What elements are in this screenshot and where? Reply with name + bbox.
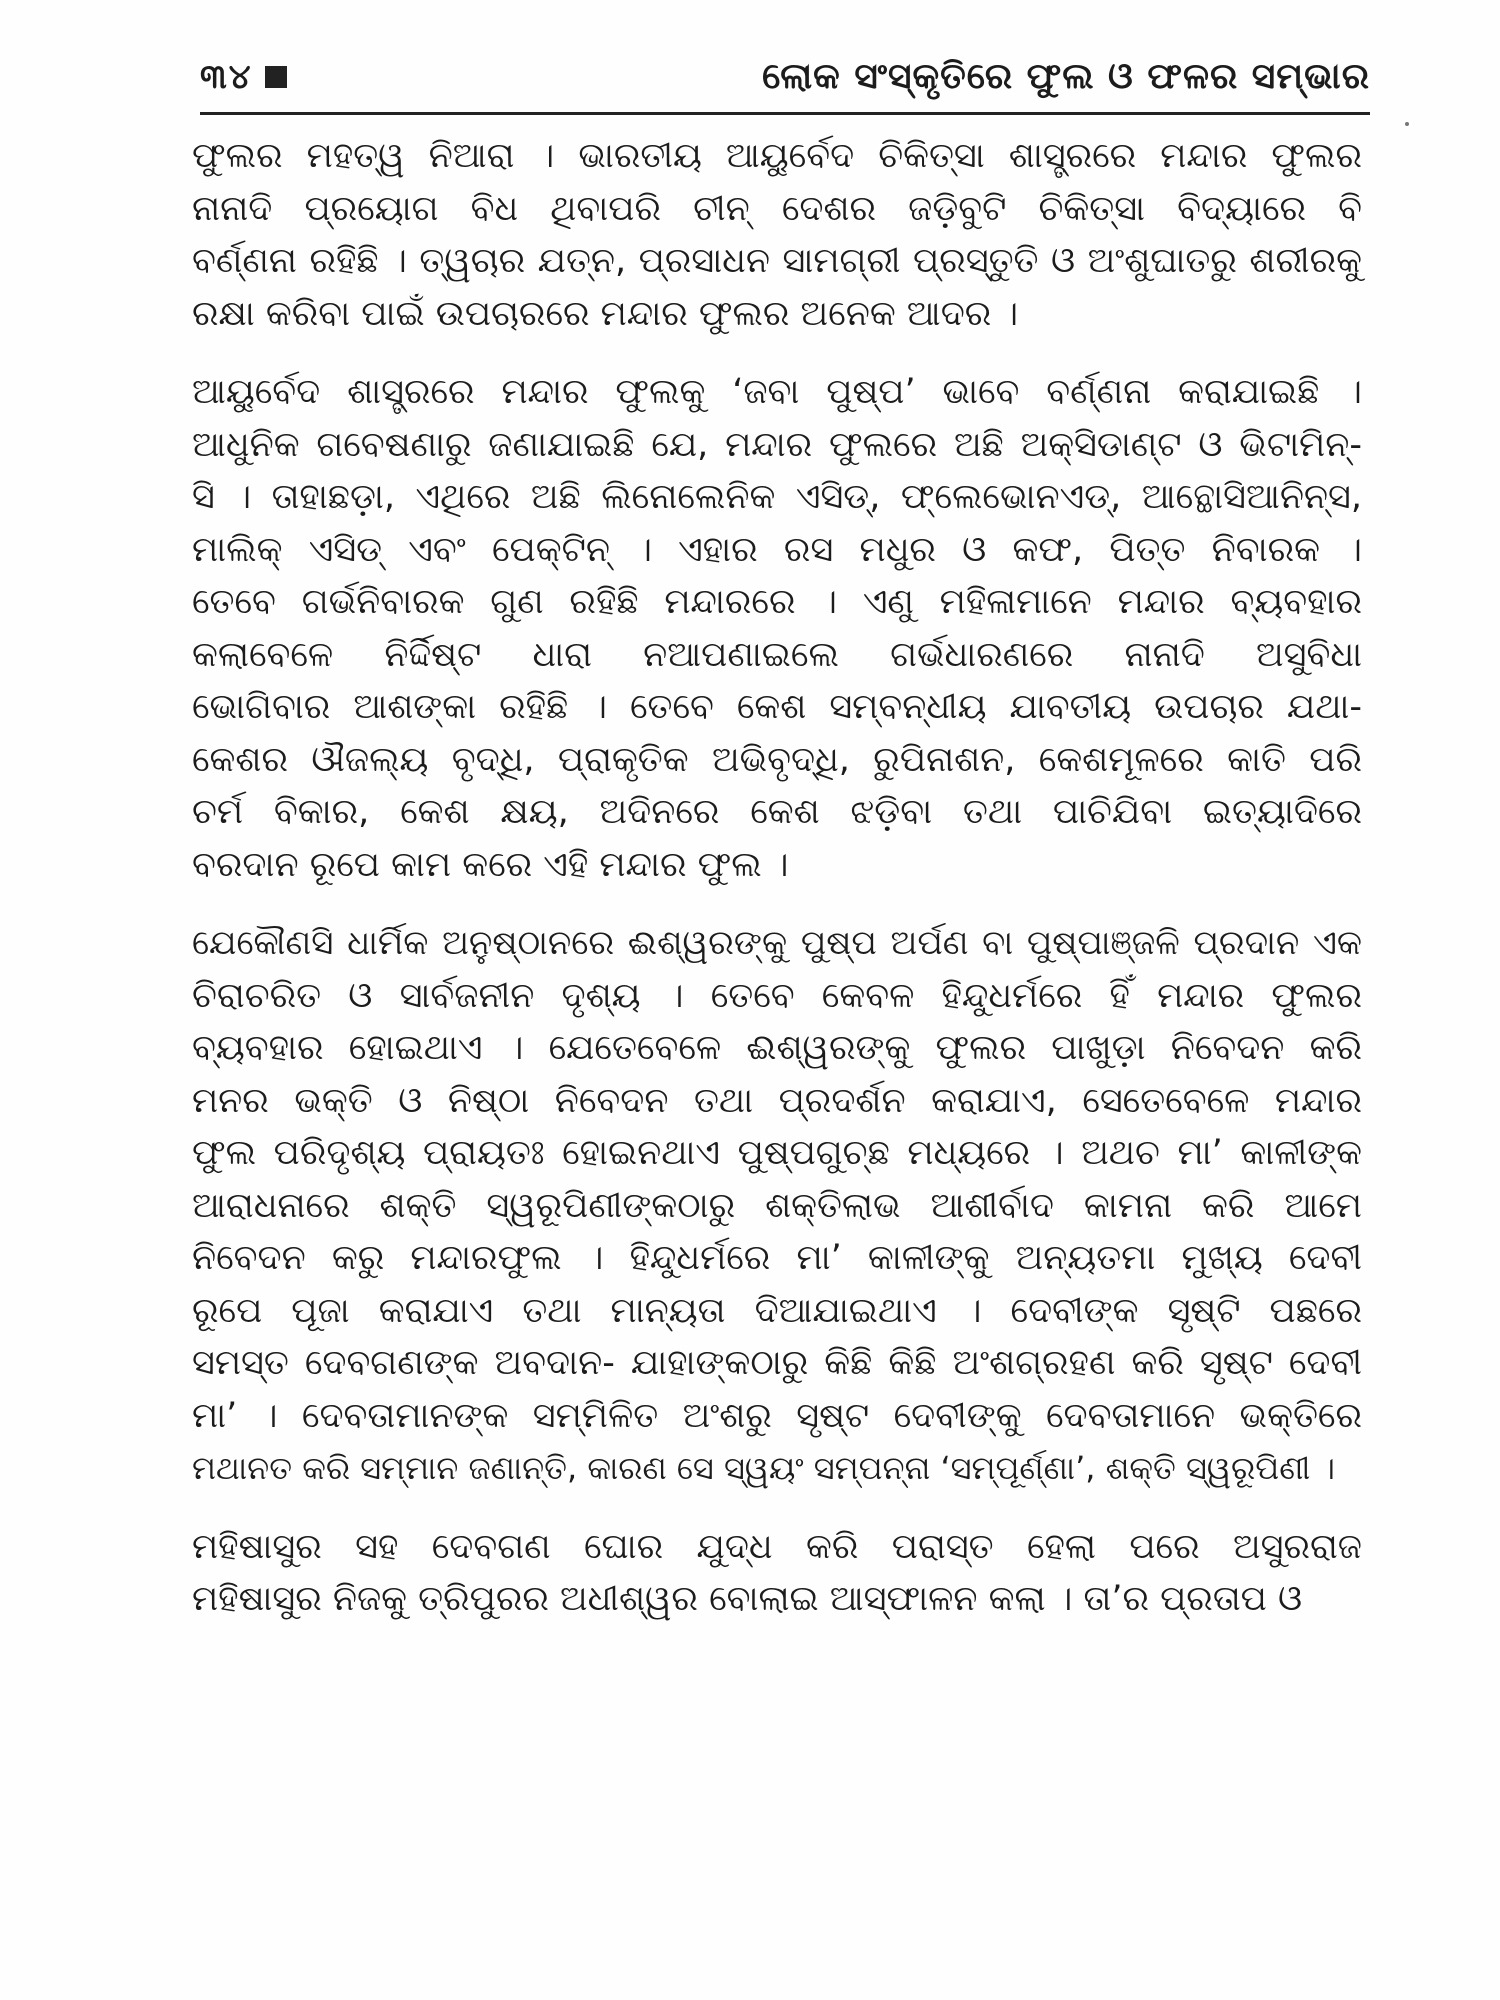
running-title: ଲୋକ ସଂସ୍କୃତିରେ ଫୁଲ ଓ ଫଳର ସମ୍ଭାର [762,56,1370,97]
text-line: ସମସ୍ତ ଦେବଗଣଙ୍କ ଅବଦାନ- ଯାହାଙ୍କଠାରୁ କିଛି କିଛି ଅଂଶଗ୍ରହଣ କରି ସୃଷ୍ଟ ଦେବୀ [192,1343,1362,1383]
text-line: ବର୍ଣ୍ଣନା ରହିଛି । ତ୍ୱଚାର ଯତ୍ନ, ପ୍ରସାଧନ ସାମଗ୍ରୀ ପ୍ରସ୍ତୁତି ଓ ଅଂଶୁଘାତରୁ ଶରୀରକୁ [192,241,1362,281]
print-speck [1405,122,1409,126]
text-line: ଯେକୌଣସି ଧାର୍ମିକ ଅନୁଷ୍ଠାନରେ ଈଶ୍ୱରଙ୍କୁ ପୁଷ୍ପ ଅର୍ପଣ ବା ପୁଷ୍ପାଞ୍ଜଳି ପ୍ରଦାନ ଏକ [192,923,1362,963]
text-line: ଚର୍ମ ବିକାର, କେଶ କ୍ଷୟ, ଅଦିନରେ କେଶ ଝଡ଼ିବା ତଥା ପାଚିଯିବା ଇତ୍ୟାଦିରେ [192,792,1362,832]
text-line: କଲାବେଳେ ନିର୍ଦ୍ଦିଷ୍ଟ ଧାରା ନଆପଣାଇଲେ ଗର୍ଭଧାରଣରେ ନାନାଦି ଅସୁବିଧା [192,634,1362,675]
text-line: ଫୁଲର ମହତ୍ୱ ନିଆରା । ଭାରତୀୟ ଆୟୁର୍ବେଦ ଚିକିତ୍ସା ଶାସ୍ତ୍ରରେ ମନ୍ଦାର ଫୁଲର [192,136,1362,176]
text-line: ରୂପେ ପୂଜା କରାଯାଏ ତଥା ମାନ୍ୟତା ଦିଆଯାଇଥାଏ । ଦେବୀଙ୍କ ସୃଷ୍ଟି ପଛରେ [192,1290,1362,1331]
page-header [200,48,1370,115]
paragraph [192,130,1362,340]
text-line: ବରଦାନ ରୂପେ କାମ କରେ ଏହି ମନ୍ଦାର ଫୁଲ । [192,844,789,885]
paragraph [192,1521,1362,1626]
paragraph [192,917,1362,1495]
text-line: ନିବେଦନ କରୁ ମନ୍ଦାରଫୁଲ । ହିନ୍ଦୁଧର୍ମରେ ମା’ କାଳୀଙ୍କୁ ଅନ୍ୟତମା ମୁଖ୍ୟ ଦେବୀ [192,1238,1362,1278]
text-line: ସି । ତାହାଛଡ଼ା, ଏଥିରେ ଅଛି ଲିନୋଲେନିକ ଏସିଡ୍, ଫ୍ଲେଭୋନଏଡ୍, ଆନ୍ଥୋସିଆନିନ୍ସ, [192,477,1362,517]
text-line: ରକ୍ଷା କରିବା ପାଇଁ ଉପଚାରରେ ମନ୍ଦାର ଫୁଲର ଅନେକ ଆଦର । [192,293,1019,334]
text-line: ନାନାଦି ପ୍ରୟୋଗ ବିଧ ଥିବାପରି ଚୀନ୍ ଦେଶର ଜଡ଼ିବୁଟି ଚିକିତ୍ସା ବିଦ୍ୟାରେ ବି [192,188,1362,229]
paragraph [192,366,1362,891]
body-text [192,130,1362,1652]
text-line: ମହିଷାସୁର ସହ ଦେବଗଣ ଘୋର ଯୁଦ୍ଧ କରି ପରାସ୍ତ ହେଲା ପରେ ଅସୁରରାଜ [192,1526,1362,1567]
page-number: ୩୪ [200,57,253,97]
text-line: ମହିଷାସୁର ନିଜକୁ ତ୍ରିପୁରର ଅଧୀଶ୍ୱର ବୋଲାଇ ଆସ୍ଫାଳନ କଲା । ତା’ର ପ୍ରତାପ ଓ [192,1579,1303,1619]
text-line: ଆରାଧନାରେ ଶକ୍ତି ସ୍ୱରୂପିଣୀଙ୍କଠାରୁ ଶକ୍ତିଲାଭ ଆଶୀର୍ବାଦ କାମନା କରି ଆମେ [192,1185,1362,1226]
text-line: ଆୟୁର୍ବେଦ ଶାସ୍ତ୍ରରେ ମନ୍ଦାର ଫୁଲକୁ ‘ଜବା ପୁଷ୍ପ’ ଭାବେ ବର୍ଣ୍ଣନା କରାଯାଇଛି । [192,372,1362,412]
text-line: ମା’ । ଦେବତାମାନଙ୍କ ସମ୍ମିଳିତ ଅଂଶରୁ ସୃଷ୍ଟ ଦେବୀଙ୍କୁ ଦେବତାମାନେ ଭକ୍ତିରେ [192,1395,1362,1436]
text-line: ମଥାନତ କରି ସମ୍ମାନ ଜଣାନ୍ତି, କାରଣ ସେ ସ୍ୱୟଂ ସମ୍ପନ୍ନା ‘ସମ୍ପୂର୍ଣ୍ଣା’, ଶକ୍ତି ସ୍ୱରୂପିଣୀ । [192,1449,1335,1487]
text-line: ମାଲିକ୍ ଏସିଡ୍ ଏବଂ ପେକ୍ଟିନ୍ । ଏହାର ରସ ମଧୁର ଓ କଫ, ପିତ୍ତ ନିବାରକ । [192,529,1362,570]
text-line: ତେବେ ଗର୍ଭନିବାରକ ଗୁଣ ରହିଛି ମନ୍ଦାରରେ । ଏଣୁ ମହିଳାମାନେ ମନ୍ଦାର ବ୍ୟବହାର [192,582,1362,622]
text-line: ମନର ଭକ୍ତି ଓ ନିଷ୍ଠା ନିବେଦନ ତଥା ପ୍ରଦର୍ଶନ କରାଯାଏ, ସେତେବେଳେ ମନ୍ଦାର [192,1080,1362,1121]
text-line: ଫୁଲ ପରିଦୃଶ୍ୟ ପ୍ରାୟତଃ ହୋଇନଥାଏ ପୁଷ୍ପଗୁଚ୍ଛ ମଧ୍ୟରେ । ଅଥଚ ମା’ କାଳୀଙ୍କ [192,1133,1362,1173]
text-line: ଭୋଗିବାର ଆଶଙ୍କା ରହିଛି । ତେବେ କେଶ ସମ୍ବନ୍ଧୀୟ ଯାବତୀୟ ଉପଚାର ଯଥା- [192,687,1362,727]
text-line: ବ୍ୟବହାର ହୋଇଥାଏ । ଯେତେବେଳେ ଈଶ୍ୱରଙ୍କୁ ଫୁଲର ପାଖୁଡ଼ା ନିବେଦନ କରି [192,1028,1362,1068]
text-line: ଚିରାଚରିତ ଓ ସାର୍ବଜନୀନ ଦୃଶ୍ୟ । ତେବେ କେବଳ ହିନ୍ଦୁଧର୍ମରେ ହିଁ ମନ୍ଦାର ଫୁଲର [192,975,1362,1016]
black-square-icon [265,66,287,88]
text-line: କେଶର ଔଜଲ୍ୟ ବୃଦ୍ଧି, ପ୍ରାକୃତିକ ଅଭିବୃଦ୍ଧି, ରୁପିନାଶନ, କେଶମୂଳରେ କାତି ପରି [192,739,1362,780]
text-line: ଆଧୁନିକ ଗବେଷଣାରୁ ଜଣାଯାଇଛି ଯେ, ମନ୍ଦାର ଫୁଲରେ ଅଛି ଅକ୍ସିଡାଣ୍ଟ ଓ ଭିଟାମିନ୍- [192,424,1362,465]
header-left [200,57,287,97]
